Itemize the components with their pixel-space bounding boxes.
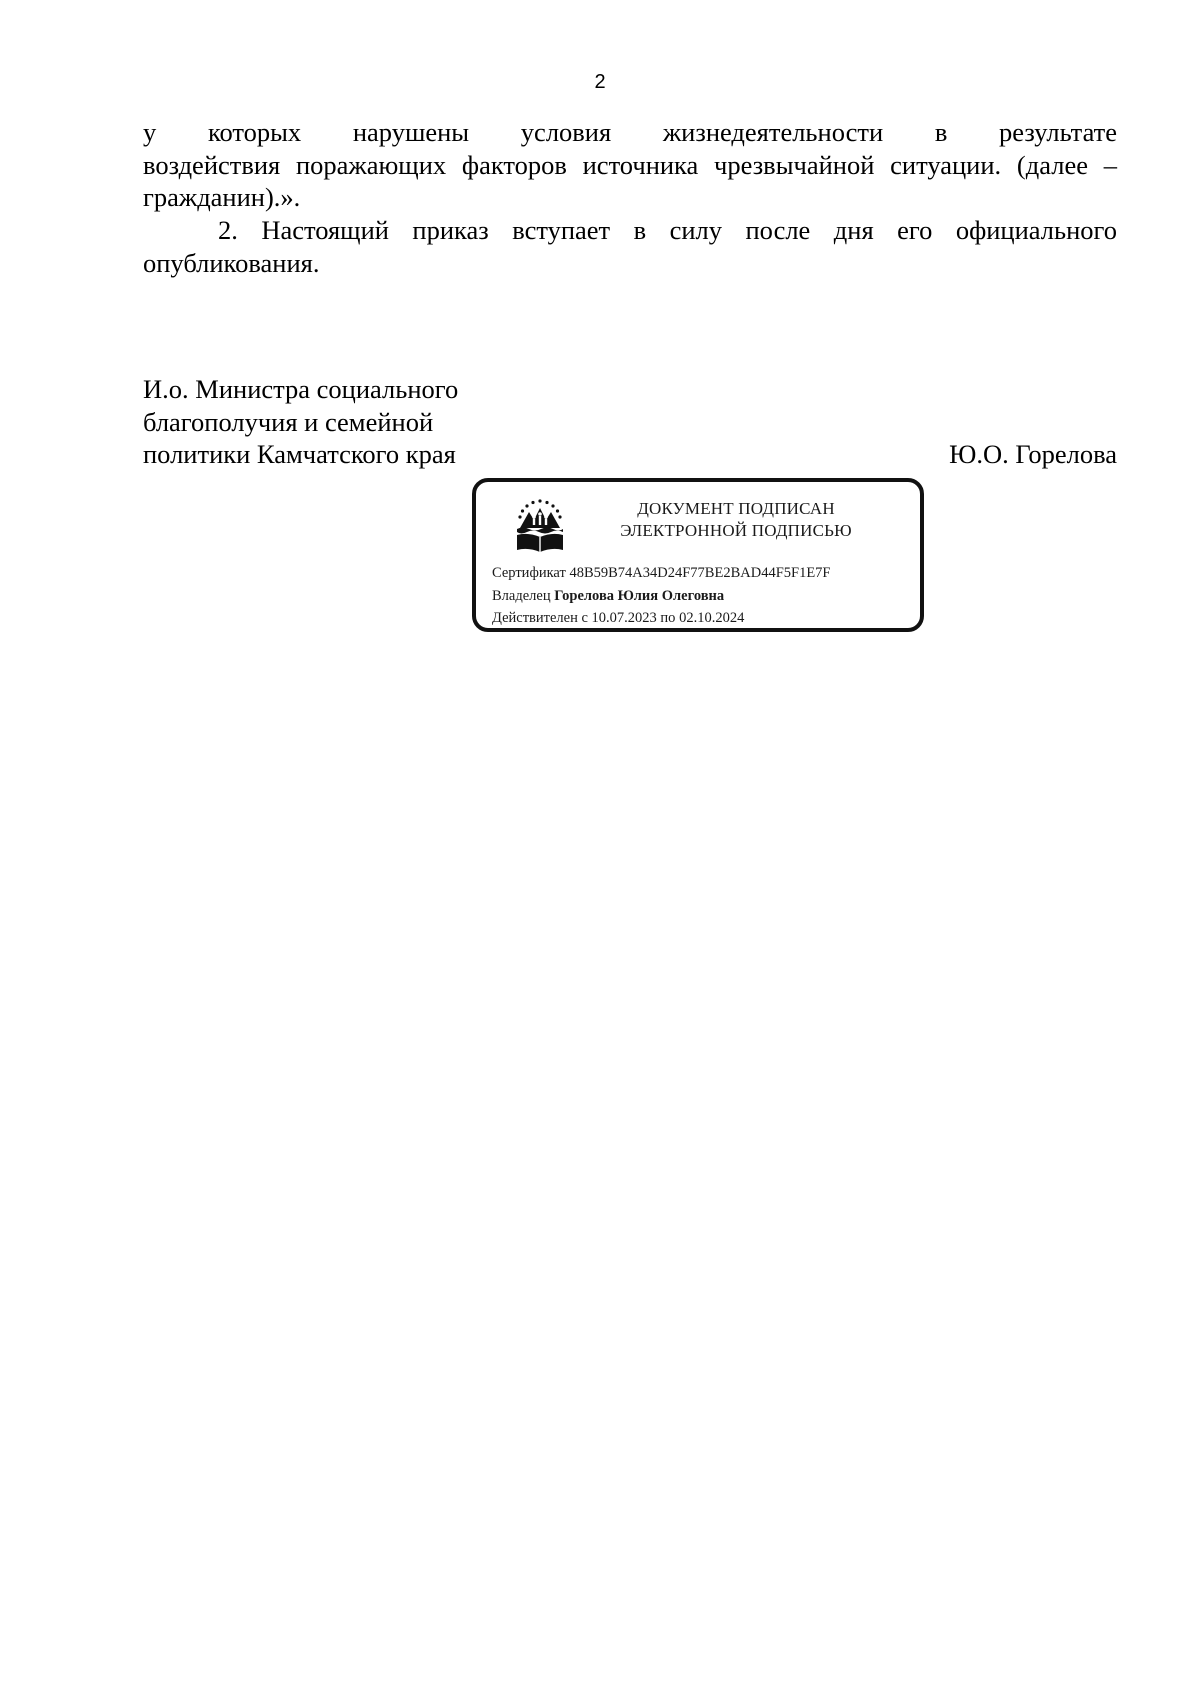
paragraph-1-line-3: гражданин).». [143,182,301,212]
stamp-valid-label: Действителен [492,610,578,626]
stamp-certificate-value: 48B59B74A34D24F77BE2BAD44F5F1E7F [569,565,831,581]
stamp-validity-row [492,607,912,630]
stamp-heading-line-2: ЭЛЕКТРОННОЙ ПОДПИСЬЮ [620,521,852,540]
page-number: 2 [594,71,606,93]
paragraph-1-line-1: у которых нарушены условия жизнедеятельности в результате [143,117,1117,147]
paragraph-1 [143,116,1117,214]
stamp-certificate-label: Сертификат [492,565,566,581]
paragraph-2: 2. Настоящий приказ вступает в силу после дня его официального опубликования. [143,215,1117,278]
signature-block [143,373,1117,471]
stamp-heading [586,498,886,542]
stamp-heading-line-1: ДОКУМЕНТ ПОДПИСАН [637,499,835,518]
stamp-details [492,562,912,630]
signatory-title-line-2: благополучия и семейной [143,406,434,437]
stamp-valid-from-label: с [581,610,588,626]
signatory-title-line-1: И.о. Министра социального [143,374,459,404]
stamp-certificate-row [492,562,912,585]
stamp-owner-row [492,585,912,608]
stamp-valid-to: 02.10.2024 [679,610,745,626]
kamchatka-emblem-icon [514,498,566,554]
paragraph-1-line-2: воздействия поражающих факторов источника чрезвычайной ситуации. (далее – [143,149,1117,180]
stamp-valid-to-label: по [660,610,676,626]
signatory-title-line-3: политики Камчатского края [143,439,456,469]
stamp-valid-from: 10.07.2023 [591,610,657,626]
electronic-signature-stamp [472,478,924,632]
signatory-name: Ю.О. Горелова [949,439,1117,469]
stamp-owner-label: Владелец [492,587,551,604]
stamp-owner-value: Горелова Юлия Олеговна [554,587,725,604]
